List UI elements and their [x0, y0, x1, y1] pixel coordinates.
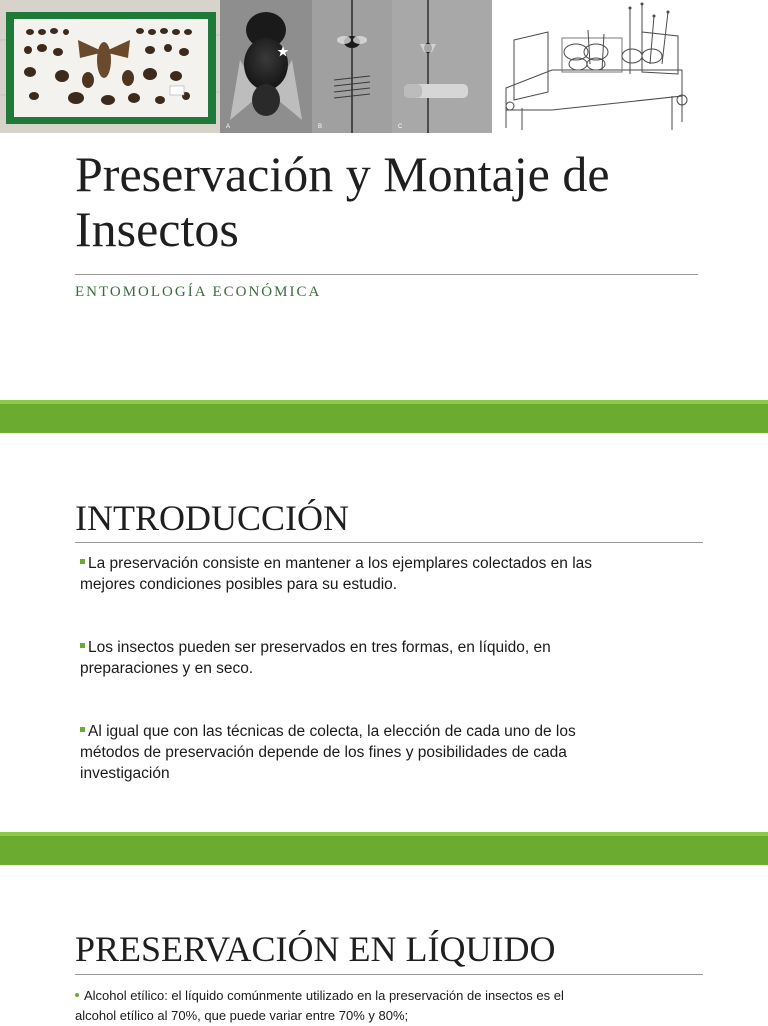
- bullet-text: La preservación consiste en mantener a los ejemplares colectados en las mejores condiciones posibles para su estudio.: [80, 555, 593, 593]
- bullet-marker: [75, 993, 79, 997]
- panel-letter-b: B: [318, 124, 323, 130]
- fly-specimen-image: [220, 0, 312, 133]
- intro-bullet-2: [80, 637, 620, 679]
- slide-separator-2: [0, 832, 768, 865]
- bullet-marker: [80, 643, 85, 648]
- panel-letter-c: C: [398, 124, 403, 130]
- spreading-board-drawing: [492, 0, 702, 133]
- title-divider: [75, 274, 698, 275]
- bullet-marker: [80, 559, 85, 564]
- point-mounted-insect-image: [392, 0, 492, 133]
- slide-title: Preservación y Montaje de Insectos: [75, 146, 610, 257]
- bullet-text: Los insectos pueden ser preservados en tres formas, en líquido, en preparaciones y en seco.: [80, 639, 551, 677]
- intro-bullet-3: [80, 721, 620, 784]
- intro-heading: INTRODUCCIÓN: [75, 498, 349, 538]
- slide-separator-1: [0, 400, 768, 433]
- liquid-preservation-heading: PRESERVACIÓN EN LÍQUIDO: [75, 929, 556, 969]
- intro-divider: [75, 542, 703, 543]
- liquid-divider: [75, 974, 703, 975]
- panel-letter-a: A: [226, 124, 231, 130]
- pinned-insect-image: [312, 0, 392, 133]
- intro-bullet-1: [80, 553, 620, 595]
- liquid-bullet-1: [75, 986, 575, 1026]
- slide-subtitle: ENTOMOLOGÍA ECONÓMICA: [75, 284, 322, 300]
- insect-collection-box-image: [0, 0, 220, 133]
- bullet-text: Al igual que con las técnicas de colecta, la elección de cada uno de los métodos de preservación depende de los fines y posibilidades de cada investigación: [80, 723, 576, 782]
- bullet-marker: [80, 727, 85, 732]
- bullet-text: Alcohol etílico: el líquido comúnmente utilizado en la preservación de insectos es el alcohol etílico al 70%, que puede variar entre 70% y 80%;: [75, 988, 564, 1023]
- header-image-strip: [0, 0, 768, 133]
